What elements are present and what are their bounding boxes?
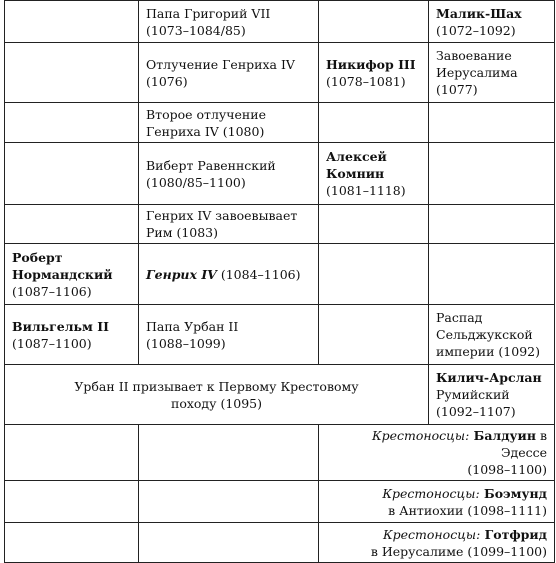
table-cell — [319, 103, 429, 143]
table-cell — [139, 425, 319, 481]
table-cell — [429, 143, 555, 205]
table-row — [5, 365, 555, 425]
table-row — [5, 305, 555, 365]
ruler-name: Генрих IV — [146, 266, 217, 282]
table-cell — [5, 481, 139, 523]
table-row — [5, 425, 555, 481]
table-cell — [5, 43, 139, 103]
ruler-years: в Иерусалиме (1099–1100) — [370, 543, 547, 559]
table-cell: Виберт Равеннский (1080/85–1100) — [139, 143, 319, 205]
table-cell — [5, 143, 139, 205]
ruler-years: в Антиохии (1098–1111) — [388, 502, 547, 518]
ruler-name: Вильгельм II — [12, 318, 109, 334]
table-cell — [5, 1, 139, 43]
table-cell — [429, 244, 555, 305]
table-cell: Папа Урбан II (1088–1099) — [139, 305, 319, 365]
ruler-years: (1084–1106) — [216, 266, 301, 282]
table-cell — [319, 523, 555, 563]
table-cell — [319, 481, 555, 523]
table-cell — [5, 523, 139, 563]
ruler-name: Малик-Шах — [436, 5, 522, 21]
table-cell — [5, 103, 139, 143]
table-row — [5, 244, 555, 305]
table-cell — [429, 1, 555, 43]
table-cell: Завоевание Иерусалима (1077) — [429, 43, 555, 103]
table-row — [5, 1, 555, 43]
crusaders-label: Крестоносцы: — [371, 428, 470, 443]
table-cell: Отлучение Генриха IV (1076) — [139, 43, 319, 103]
table-cell — [319, 244, 429, 305]
ruler-years: в Эдессе (1098–1100) — [467, 428, 547, 477]
ruler-years: (1087–1106) — [12, 283, 92, 299]
ruler-name: Боэмунд — [479, 485, 547, 501]
ruler-name: Алексей Комнин — [326, 149, 387, 181]
ruler-years: (1081–1118) — [326, 183, 406, 198]
table-cell — [5, 425, 139, 481]
table-row — [5, 143, 555, 205]
table-cell — [319, 1, 429, 43]
table-cell — [139, 523, 319, 563]
table-cell — [5, 305, 139, 365]
table-row — [5, 205, 555, 244]
ruler-name: Балдуин — [469, 428, 536, 443]
table-cell: Распад Сельджукской империи (1092) — [429, 305, 555, 365]
table-cell — [319, 205, 429, 244]
table-cell — [319, 143, 429, 205]
table-cell — [319, 425, 555, 481]
table-row — [5, 43, 555, 103]
crusaders-label: Крестоносцы: — [382, 526, 481, 542]
table-cell — [5, 205, 139, 244]
table-cell — [319, 43, 429, 103]
table-cell: Папа Григорий VII (1073–1084/85) — [139, 1, 319, 43]
table-cell — [139, 244, 319, 305]
table-cell — [429, 365, 555, 425]
ruler-name: Роберт Нормандский — [12, 249, 113, 282]
table-cell: Генрих IV завоевывает Рим (1083) — [139, 205, 319, 244]
ruler-name: Никифор III — [326, 56, 416, 72]
table-cell — [429, 103, 555, 143]
ruler-years: (1087–1100) — [12, 335, 92, 351]
table-cell — [139, 481, 319, 523]
table-cell — [429, 205, 555, 244]
table-cell — [319, 305, 429, 365]
ruler-years: Румийский (1092–1107) — [436, 387, 516, 419]
table-cell — [5, 244, 139, 305]
crusaders-label: Крестоносцы: — [382, 485, 480, 501]
ruler-name: Готфрид — [480, 526, 547, 542]
ruler-name: Килич-Арслан — [436, 370, 542, 385]
table-row — [5, 481, 555, 523]
table-cell: Второе отлучение Генриха IV (1080) — [139, 103, 319, 143]
ruler-years: (1072–1092) — [436, 22, 516, 38]
ruler-years: (1078–1081) — [326, 73, 406, 89]
table-row — [5, 103, 555, 143]
chronology-table — [4, 0, 555, 563]
table-cell: Урбан II призывает к Первому Крестовому походу (1095) — [5, 365, 429, 425]
table-row — [5, 523, 555, 563]
